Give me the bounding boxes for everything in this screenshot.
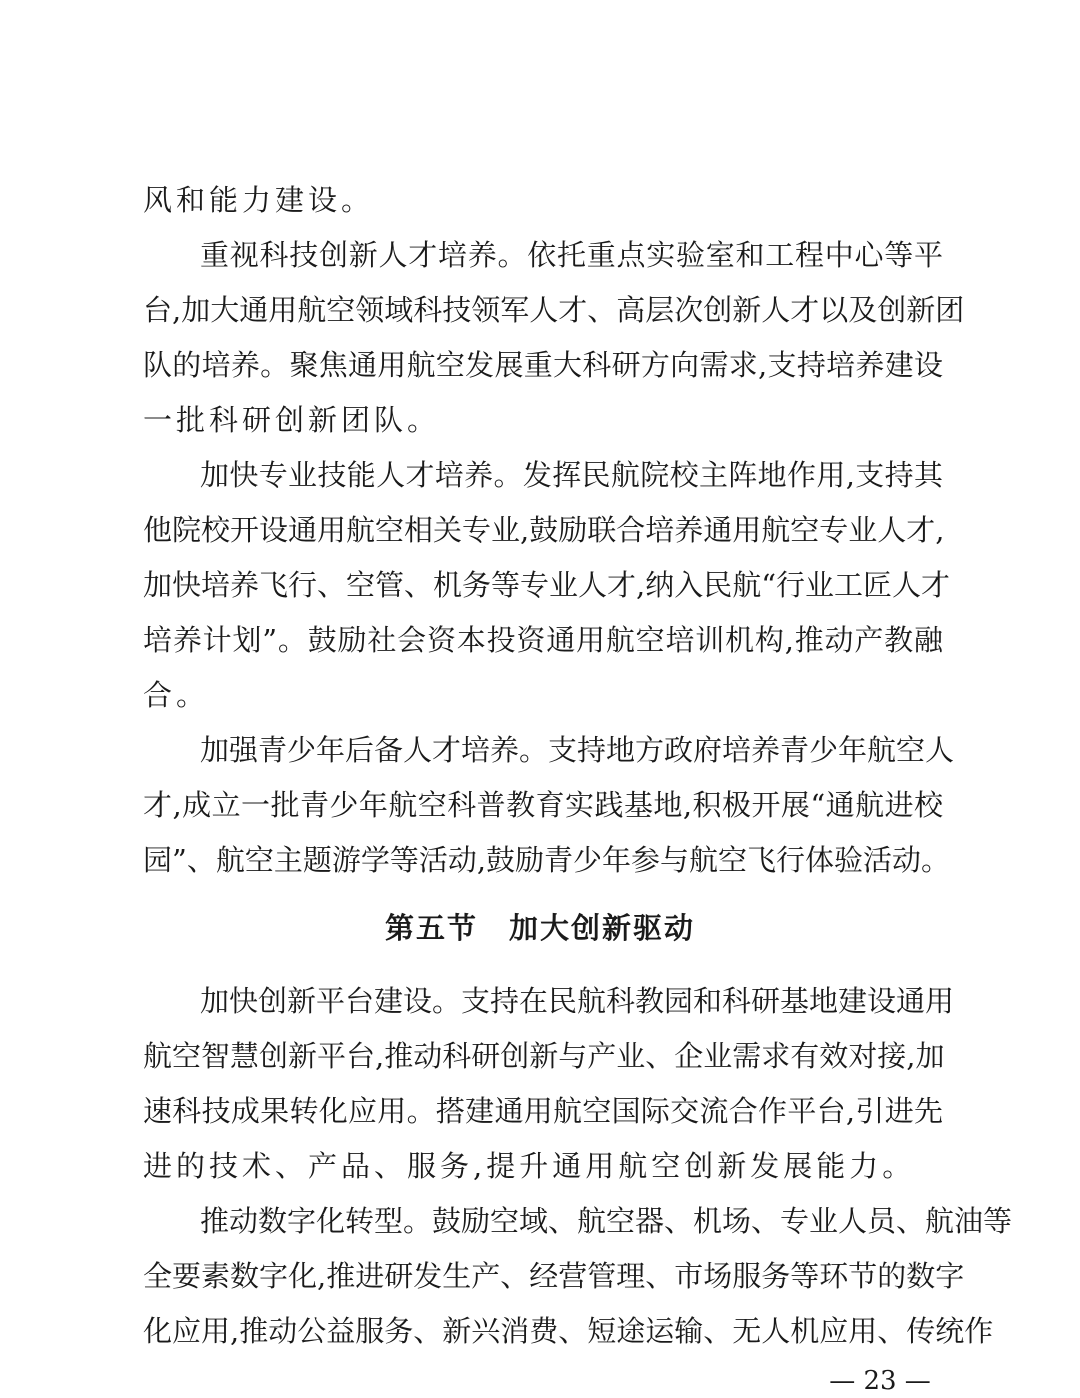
text-line: 合。 [143,678,210,712]
text-line: 推动数字化转型。鼓励空域、航空器、机场、专业人员、航油等 [200,1204,1013,1238]
text-line: 进的技术、产品、服务,提升通用航空创新发展能力。 [143,1149,916,1183]
text-line: 风和能力建设。 [143,183,375,217]
text-line: 全要素数字化,推进研发生产、经营管理、市场服务等环节的数字 [143,1259,965,1293]
text-line: 加快培养飞行、空管、机务等专业人才,纳入民航“行业工匠人才 [143,568,951,602]
text-line: 他院校开设通用航空相关专业,鼓励联合培养通用航空专业人才, [143,513,945,547]
text-line: 才,成立一批青少年航空科普教育实践基地,积极开展“通航进校 [143,788,943,822]
text-line: 加强青少年后备人才培养。支持地方政府培养青少年航空人 [200,733,955,767]
text-line: 台,加大通用航空领域科技领军人才、高层次创新人才以及创新团 [143,293,965,327]
text-line: 园”、航空主题游学等活动,鼓励青少年参与航空飞行体验活动。 [143,843,951,877]
text-line: 一批科研创新团队。 [143,403,441,437]
text-line: 队的培养。聚焦通用航空发展重大科研方向需求,支持培养建设 [143,348,943,382]
text-line: 重视科技创新人才培养。依托重点实验室和工程中心等平 [200,238,943,272]
text-line: 加快创新平台建设。支持在民航科教园和科研基地建设通用 [200,984,955,1018]
text-line: 航空智慧创新平台,推动科研创新与产业、企业需求有效对接,加 [143,1039,945,1073]
text-line: 化应用,推动公益服务、新兴消费、短途运输、无人机应用、传统作 [143,1314,994,1348]
text-line: 培养计划”。鼓励社会资本投资通用航空培训机构,推动产教融 [143,623,943,657]
text-line: 速科技成果转化应用。搭建通用航空国际交流合作平台,引进先 [143,1094,943,1128]
text-line: 加快专业技能人才培养。发挥民航院校主阵地作用,支持其 [200,458,943,492]
page-number: — 23 — [829,1366,931,1396]
section-heading: 第五节 加大创新驱动 [384,911,695,945]
